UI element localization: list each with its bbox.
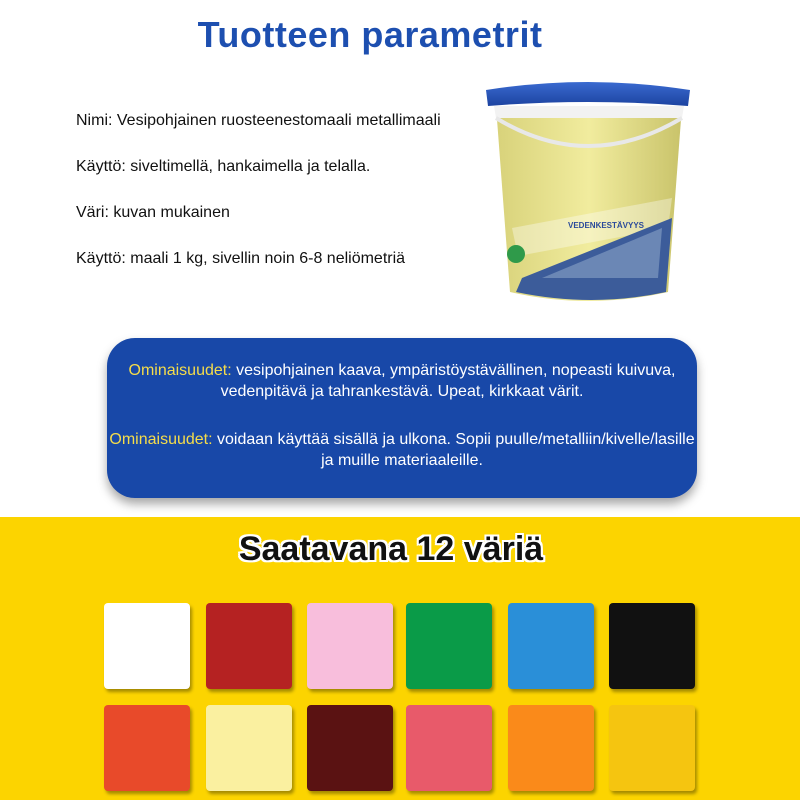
color-swatch-orange <box>508 705 594 791</box>
param-color: Väri: kuvan mukainen <box>76 204 230 221</box>
paint-bucket-icon <box>482 78 694 310</box>
color-swatch-coral-pink <box>406 705 492 791</box>
param-coverage: Käyttö: maali 1 kg, sivellin noin 6-8 neliömetriä <box>76 250 406 267</box>
color-swatch-golden-yellow <box>609 705 695 791</box>
features-box <box>107 338 697 498</box>
color-swatch-orange-red <box>104 705 190 791</box>
color-swatch-white <box>104 603 190 689</box>
feature-1-label: Ominaisuudet: <box>128 362 232 379</box>
color-swatch-pink <box>307 603 393 689</box>
param-name: Nimi: Vesipohjainen ruosteenestomaali metallimaali <box>76 112 441 129</box>
color-swatch-maroon <box>307 705 393 791</box>
availability-title: Saatavana 12 väriä <box>238 530 544 568</box>
color-swatch-black <box>609 603 695 689</box>
svg-text:VEDENKESTÄVYYS: VEDENKESTÄVYYS <box>568 221 645 230</box>
feature-1 <box>107 360 697 402</box>
color-swatch-cream <box>206 705 292 791</box>
feature-2-label: Ominaisuudet: <box>109 431 213 448</box>
color-swatch-green <box>406 603 492 689</box>
feature-1-text: vesipohjainen kaava, ympäristöystävällinen, nopeasti kuivuva, vedenpitävä ja tahrankestävä. Upeat, kirkkaat värit. <box>220 362 676 400</box>
color-swatch-red <box>206 603 292 689</box>
product-bucket-image <box>482 78 694 310</box>
param-usage: Käyttö: siveltimellä, hankaimella ja telalla. <box>76 158 371 175</box>
feature-2-text: voidaan käyttää sisällä ja ulkona. Sopii puulle/metalliin/kivelle/lasille ja muille materiaaleille. <box>212 431 695 469</box>
parameter-list <box>76 110 476 294</box>
color-swatch-blue <box>508 603 594 689</box>
feature-2 <box>107 429 697 471</box>
page-title: Tuotteen parametrit <box>197 14 543 55</box>
